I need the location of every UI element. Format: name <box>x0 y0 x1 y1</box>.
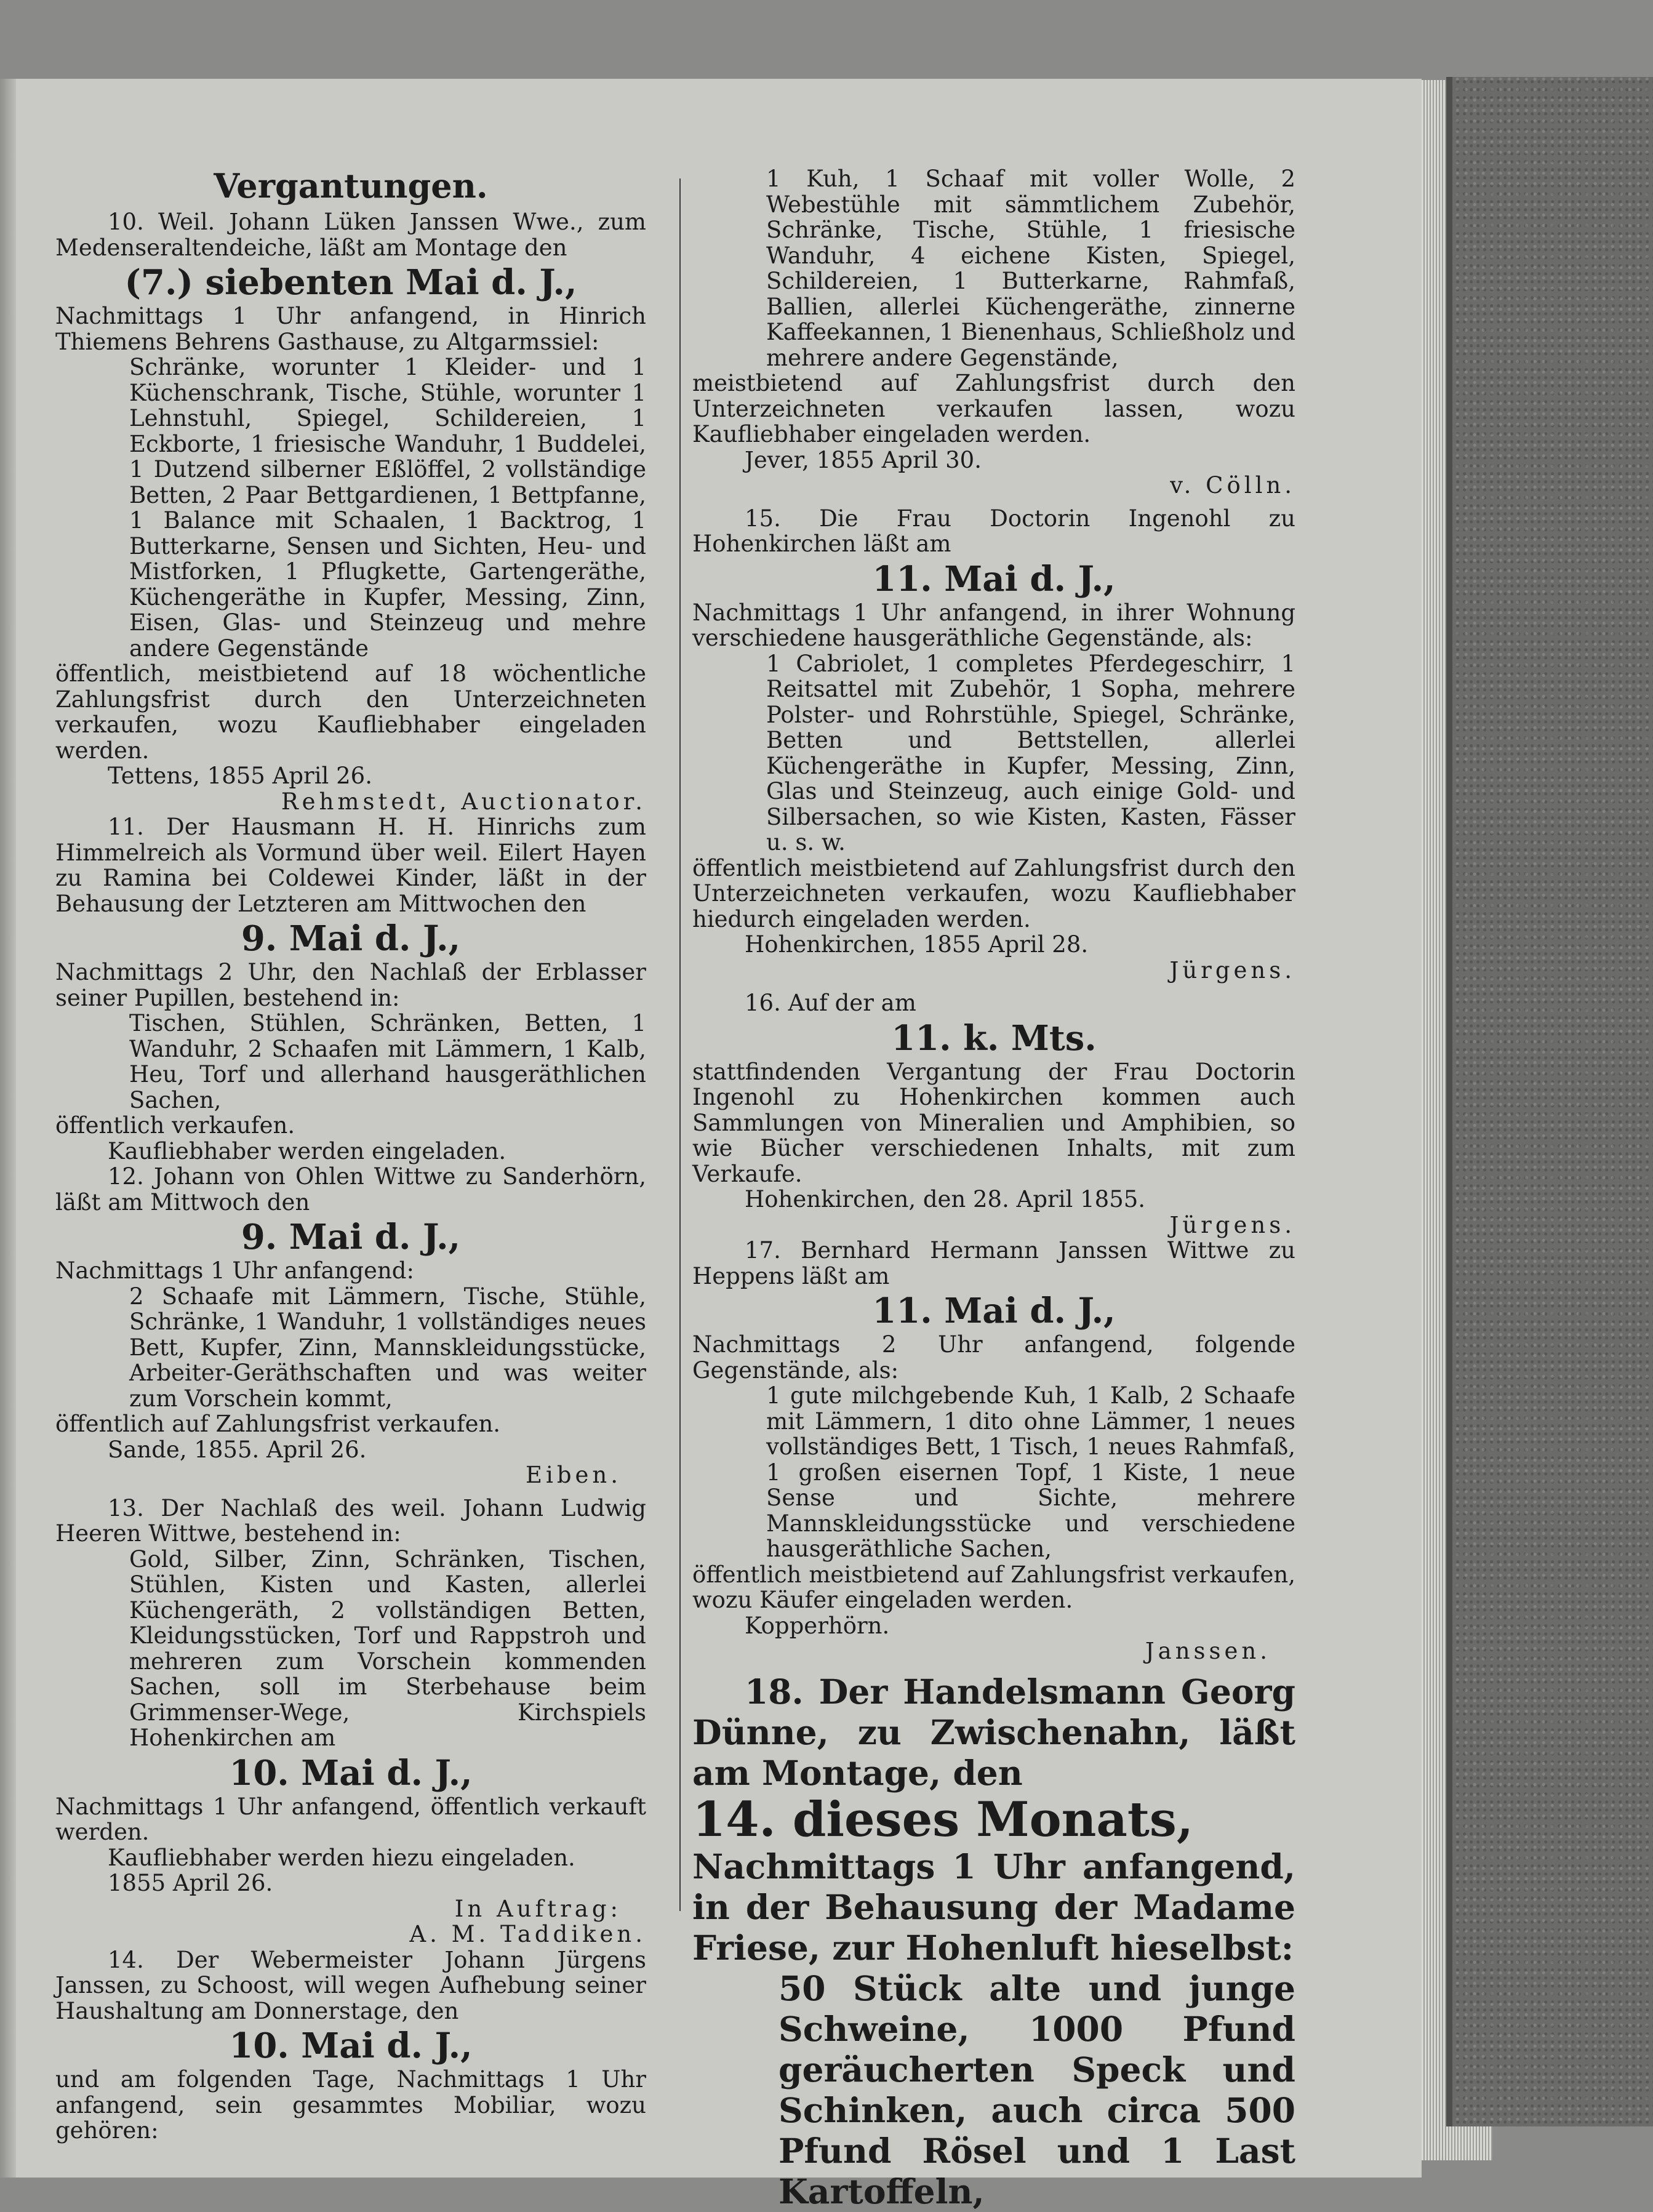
entry-14-date: 10. Mai d. J., <box>229 2026 473 2066</box>
entry-13-signature-line1: In Auftrag: <box>454 1895 622 1922</box>
entry-12-date: 9. Mai d. J., <box>241 1217 461 1257</box>
entry-12-intro: 12. Johann von Ohlen Wittwe zu Sanderhörn, läßt am Mittwoch den <box>55 1163 646 1216</box>
left-column <box>55 166 646 2144</box>
entry-17-date: 11. Mai d. J., <box>872 1291 1116 1331</box>
entry-13-signature-line2: A. M. Taddiken. <box>409 1921 646 1947</box>
book-binding <box>1446 77 1653 2126</box>
entry-15-text: Nachmittags 1 Uhr anfangend, in ihrer Wohnung verschiedene hausgeräthliche Gegenstände, als: <box>692 599 1295 651</box>
entry-13-intro: 13. Der Nachlaß des weil. Johann Ludwig Heeren Wittwe, bestehend in: <box>55 1494 646 1547</box>
section-heading: Vergantungen. <box>214 166 488 206</box>
entry-17-signature: Janssen. <box>1145 1638 1271 1664</box>
right-column <box>692 166 1295 2212</box>
entry-14-intro: 14. Der Webermeister Johann Jürgens Janssen, zu Schoost, will wegen Aufhebung seiner Haushaltung am Donnerstage, den <box>55 1946 646 2024</box>
entry-10-items: Schränke, worunter 1 Kleider- und 1 Küchenschrank, Tische, Stühle, worunter 1 Lehnstuhl, Spiegel, Schildereien, 1 Eckborte, 1 friesische Wanduhr, 1 Buddelei, 1 Dutzend silberner Eßlöffel, 2 vollständige Betten, 2 Paar Bettgardienen, 1 Bettpfanne, 1 Balance mit Schaalen, 1 Backtrog, 1 Butterkarne, Sensen und Sichten, Heu- und Mistforken, 1 Pflugkette, Gartengeräthe, Küchengeräthe in Kupfer, Messing, Zinn, Eisen, Glas- und Steinzeug und mehre andere Gegenstände <box>129 354 646 662</box>
entry-10-text: Nachmittags 1 Uhr anfangend, in Hinrich Thiemens Behrens Gasthause, zu Altgarmssiel: <box>55 303 646 355</box>
entry-15-place: Hohenkirchen, 1855 April 28. <box>745 931 1089 958</box>
entry-17-intro: 17. Bernhard Hermann Janssen Wittwe zu Heppens läßt am <box>692 1237 1295 1289</box>
entry-13-date: 10. Mai d. J., <box>229 1752 473 1793</box>
entry-16-date: 11. k. Mts. <box>891 1017 1097 1059</box>
entry-11-date: 9. Mai d. J., <box>241 918 461 959</box>
entry-10-place: Tettens, 1855 April 26. <box>108 763 372 789</box>
entry-10-intro: 10. Weil. Johann Lüken Janssen Wwe., zum Medenseraltendeiche, läßt am Montage den <box>55 209 646 261</box>
entry-15-intro: 15. Die Frau Doctorin Ingenohl zu Hohenkirchen läßt am <box>692 505 1295 557</box>
entry-18-intro: 18. Der Handelsmann Georg Dünne, zu Zwischenahn, läßt am Montage, den <box>692 1671 1295 1793</box>
entry-11-items: Tischen, Stühlen, Schränken, Betten, 1 Wanduhr, 2 Schaafen mit Lämmern, 1 Kalb, Heu, Torf und allerhand hausgeräthlichen Sachen, <box>129 1010 646 1113</box>
entry-15-signature: Jürgens. <box>1169 956 1295 984</box>
entry-16-signature: Jürgens. <box>1169 1211 1295 1238</box>
entry-15-items: 1 Cabriolet, 1 completes Pferdegeschirr, 1 Reitsattel mit Zubehör, 1 Sopha, mehrere Polster- und Rohrstühle, Spiegel, Schränke, Betten und Bettstellen, allerlei Küchengeräthe in Kupfer, Messing, Zinn, Glas und Steinzeug, auch einige Gold- und Silbersachen, so wie Kisten, Kasten, Fässer u. s. w. <box>766 650 1295 856</box>
entry-17-items: 1 gute milchgebende Kuh, 1 Kalb, 2 Schaafe mit Lämmern, 1 dito ohne Lämmer, 1 neues vollständiges Bett, 1 Tisch, 1 neues Rahmfaß, 1 großen eisernen Topf, 1 Kiste, 1 neue Sense und Sichte, mehrere Mannskleidungsstücke und verschiedene hausgeräthliche Sachen, <box>766 1382 1295 1562</box>
entry-11-outro2: Kaufliebhaber werden eingeladen. <box>108 1137 506 1164</box>
entry-13-outro: Kaufliebhaber werden hiezu eingeladen. <box>108 1844 575 1871</box>
entry-18-date: 14. dieses Monats, <box>692 1791 1193 1848</box>
entry-12-items: 2 Schaafe mit Lämmern, Tische, Stühle, Schränke, 1 Wanduhr, 1 vollständiges neues Bett, Kupfer, Zinn, Mannskleidungsstücke, Arbeiter-Geräthschaften und was weiter zum Vorschein kommt, <box>129 1283 646 1412</box>
entry-14-place: Jever, 1855 April 30. <box>745 446 982 473</box>
entry-18-text: Nachmittags 1 Uhr anfangend, in der Behausung der Madame Friese, zur Hohenluft hieselbst: <box>692 1846 1295 1968</box>
entry-10-outro: öffentlich, meistbietend auf 18 wöchentliche Zahlungsfrist durch den Unterzeichneten verkaufen, wozu Kaufliebhaber eingeladen werden. <box>55 660 646 764</box>
entry-16-intro: 16. Auf der am <box>745 990 916 1016</box>
entry-14-outro: meistbietend auf Zahlungsfrist durch den Unterzeichneten verkaufen lassen, wozu Kaufliebhaber eingeladen werden. <box>692 370 1295 447</box>
entry-18-items: 50 Stück alte und junge Schweine, 1000 Pfund geräucherten Speck und Schinken, auch circa 500 Pfund Rösel und 1 Last Kartoffeln, <box>778 1968 1295 2211</box>
entry-13-text: Nachmittags 1 Uhr anfangend, öffentlich verkauft werden. <box>55 1793 646 1845</box>
entry-13-place: 1855 April 26. <box>108 1870 273 1896</box>
entry-12-place: Sande, 1855. April 26. <box>108 1436 367 1463</box>
facing-page-edge <box>0 79 16 2178</box>
entry-12-signature: Eiben. <box>525 1462 622 1488</box>
entry-17-text: Nachmittags 2 Uhr anfangend, folgende Gegenstände, als: <box>692 1331 1295 1384</box>
entry-16-text: stattfindenden Vergantung der Frau Doctorin Ingenohl zu Hohenkirchen kommen auch Sammlungen von Mineralien und Amphibien, so wie Bücher verschiedenen Inhalts, mit zum Verkaufe. <box>692 1058 1295 1187</box>
entry-16-place: Hohenkirchen, den 28. April 1855. <box>745 1186 1146 1212</box>
column-rule <box>679 178 681 1911</box>
entry-14-text: und am folgenden Tage, Nachmittags 1 Uhr anfangend, sein gesammtes Mobiliar, wozu gehören: <box>55 2066 646 2144</box>
entry-12-outro: öffentlich auf Zahlungsfrist verkaufen. <box>55 1411 501 1437</box>
entry-17-place: Kopperhörn. <box>745 1612 890 1639</box>
binding-edge <box>1446 77 1452 2126</box>
entry-11-outro: öffentlich verkaufen. <box>55 1112 295 1139</box>
entry-10-signature: Rehmstedt, Auctionator. <box>281 788 646 815</box>
entry-13-items: Gold, Silber, Zinn, Schränken, Tischen, Stühlen, Kisten und Kasten, allerlei Küchengeräth, 2 vollständigen Betten, Kleidungsstücken, Torf und Rappstroh und mehreren zum Vorschein kommenden Sachen, soll im Sterbehause beim Grimmenser-Wege, Kirchspiels Hohenkirchen am <box>129 1545 646 1751</box>
entry-12-text: Nachmittags 1 Uhr anfangend: <box>55 1257 414 1284</box>
entry-11-text: Nachmittags 2 Uhr, den Nachlaß der Erblasser seiner Pupillen, bestehend in: <box>55 959 646 1011</box>
entry-11-intro: 11. Der Hausmann H. H. Hinrichs zum Himmelreich als Vormund über weil. Eilert Hayen zu Ramina bei Coldewei Kinder, läßt in der Behausung der Letzteren am Mittwochen den <box>55 814 646 917</box>
entry-17-outro: öffentlich meistbietend auf Zahlungsfrist verkaufen, wozu Käufer eingeladen werden. <box>692 1561 1295 1613</box>
entry-14-signature: v. Cölln. <box>1170 472 1295 499</box>
entry-14-items: 1 Kuh, 1 Schaaf mit voller Wolle, 2 Webestühle mit sämmtlichem Zubehör, Schränke, Tische, Stühle, 1 friesische Wanduhr, 4 eichene Kisten, Spiegel, Schildereien, 1 Butterkarne, Rahmfaß, Ballien, allerlei Küchengeräthe, zinnerne Kaffeekannen, 1 Bienenhaus, Schließholz und mehrere andere Gegenstände, <box>766 166 1295 371</box>
entry-10-date: (7.) siebenten Mai d. J., <box>124 262 577 303</box>
entry-15-date: 11. Mai d. J., <box>872 558 1116 599</box>
entry-15-outro: öffentlich meistbietend auf Zahlungsfrist durch den Unterzeichneten verkaufen, wozu Kaufliebhaber hiedurch eingeladen werden. <box>692 854 1295 932</box>
